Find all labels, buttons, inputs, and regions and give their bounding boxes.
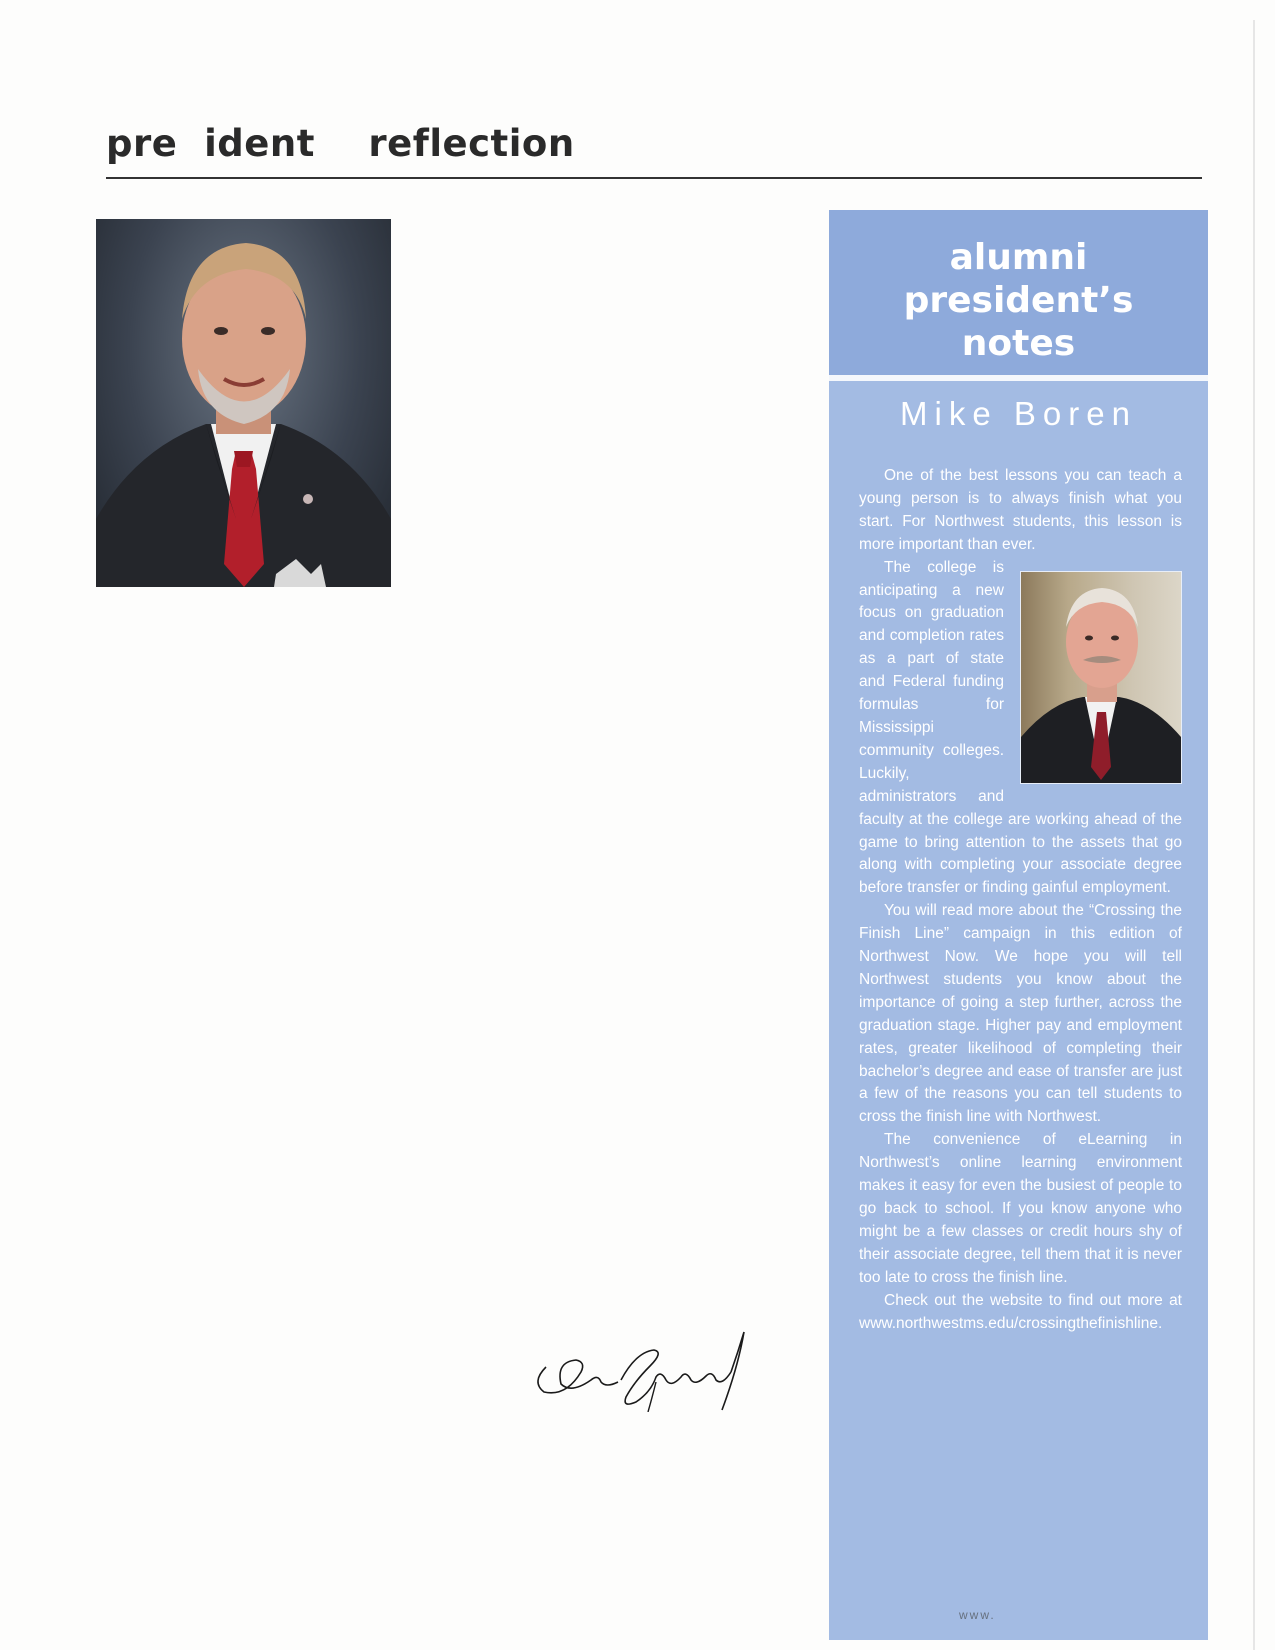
signature-graphic (526, 1322, 756, 1412)
president-portrait (96, 219, 391, 587)
header-rule (106, 177, 1202, 179)
sidebar-heading-line-1: alumni (949, 237, 1088, 278)
alumni-notes-sidebar (829, 210, 1208, 1640)
sidebar-body (859, 465, 1182, 1335)
sidebar-heading-line-2: president’s (903, 280, 1134, 321)
paragraph-4: The convenience of eLearning in Northwest’s online learning environment makes it easy for even the busiest of people to go back to school. If you know anyone who might be a few classes or credit hours shy of their associate degree, tell them that it is never too late to cross the finish line. (859, 1131, 1182, 1286)
paragraph-2: The college is anticipating a new focus on graduation and completion rates as a part of state and Federal funding formulas for Mississippi community colleges. Luckily, administrators and faculty at the college are working ahead of the game to bring attention to the assets that go along with completing your associate degree before transfer or finding gainful employment. (859, 558, 1182, 897)
paragraph-1: One of the best lessons you can teach a young person is to always finish what you start. For Northwest students, this lesson is more important than ever. (859, 467, 1182, 553)
sidebar-heading (829, 210, 1208, 375)
alumni-president-photo (1020, 571, 1182, 784)
sidebar-divider (829, 375, 1208, 381)
paragraph-3: You will read more about the “Crossing the Finish Line” campaign in this edition of Northwest Now. We hope you will tell Northwest students you know about the importance of going a step further, across the graduation stage. Higher pay and employment rates, greater likelihood of completing their bachelor’s degree and ease of transfer are just a few of the reasons you can tell students to cross the finish line with Northwest. (859, 902, 1182, 1126)
alumni-photo-illustration (1021, 572, 1181, 783)
paragraph-5: Check out the website to find out more at www.northwestms.edu/crossingthefinishline. (859, 1291, 1182, 1332)
footer-url: www. (959, 1608, 996, 1622)
author-byline: Mike Boren (900, 395, 1137, 432)
page-edge (1253, 20, 1255, 1650)
sidebar-heading-line-3: notes (961, 323, 1076, 364)
signature (526, 1322, 756, 1412)
portrait-illustration (96, 219, 391, 587)
page-title: pre ident reflection (106, 122, 575, 165)
